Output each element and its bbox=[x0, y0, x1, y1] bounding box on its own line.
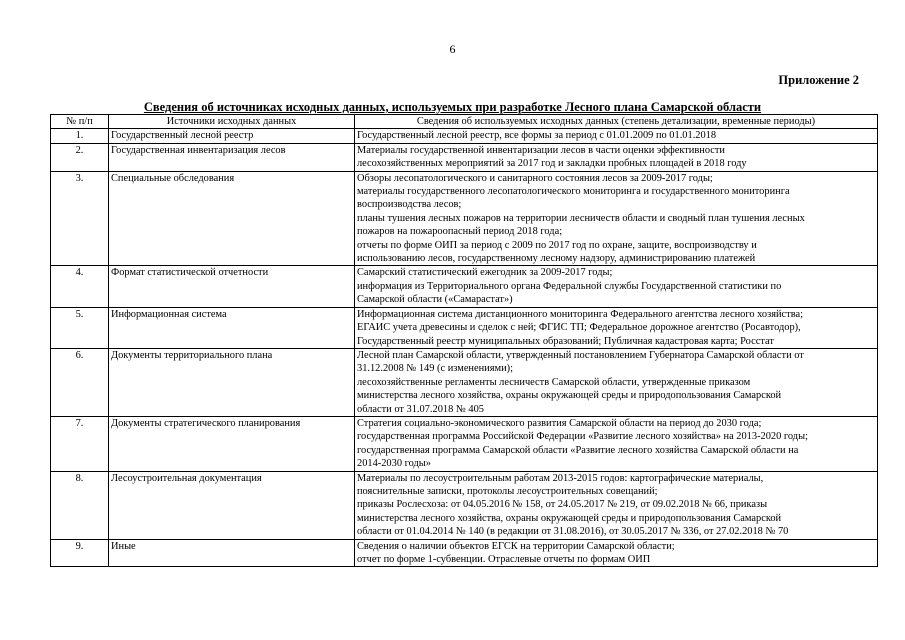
details-line: пояснительные записки, протоколы лесоустроительных совещаний; bbox=[357, 485, 658, 497]
source-details bbox=[355, 266, 878, 307]
details-line: отчеты по форме ОИП за период с 2009 по 2017 год по охране, защите, воспроизводству и bbox=[357, 239, 757, 251]
source-details bbox=[355, 348, 878, 416]
row-number: 3. bbox=[51, 171, 109, 266]
details-line: использованию лесов, государственному лесному надзору, администрированию платежей bbox=[357, 253, 756, 265]
row-number: 5. bbox=[51, 307, 109, 348]
details-line: информация из Территориального органа Федеральной службы Государственной статистики по bbox=[357, 280, 782, 292]
details-line: Материалы по лесоустроительным работам 2013-2015 годов: картографические материалы, bbox=[357, 472, 764, 484]
table-row bbox=[51, 171, 878, 266]
row-number: 6. bbox=[51, 348, 109, 416]
row-number: 8. bbox=[51, 471, 109, 539]
document-title: Сведения об источниках исходных данных, используемых при разработке Лесного плана Самарской области bbox=[143, 100, 762, 114]
details-line: пожаров на пожароопасный период 2018 года; bbox=[357, 226, 563, 238]
details-line: Самарский статистический ежегодник за 2009-2017 годы; bbox=[357, 267, 613, 279]
row-number: 1. bbox=[51, 129, 109, 143]
details-line: области от 31.07.2018 № 405 bbox=[357, 403, 484, 415]
source-name: Документы стратегического планирования bbox=[109, 416, 355, 471]
source-name: Документы территориального плана bbox=[109, 348, 355, 416]
table-header-row bbox=[51, 115, 878, 129]
table-row bbox=[51, 266, 878, 307]
details-line: 2014-2030 годы» bbox=[357, 458, 431, 470]
details-line: министерства лесного хозяйства, охраны окружающей среды и природопользования Самарской bbox=[357, 390, 782, 402]
details-line: Материалы государственной инвентаризации лесов в части оценки эффективности bbox=[357, 144, 725, 156]
source-name: Государственный лесной реестр bbox=[109, 129, 355, 143]
details-line: Стратегия социально-экономического развития Самарской области на период до 2030 года; bbox=[357, 417, 762, 429]
row-number: 7. bbox=[51, 416, 109, 471]
appendix-label: Приложение 2 bbox=[778, 73, 859, 87]
table-body bbox=[51, 129, 878, 567]
details-line: Обзоры лесопатологического и санитарного состояния лесов за 2009-2017 годы; bbox=[357, 172, 713, 184]
sources-table bbox=[50, 114, 878, 567]
details-line: области от 01.04.2014 № 140 (в редакции от 31.08.2016), от 30.05.2017 № 336, от 27.02.2018 № 70 bbox=[357, 526, 789, 538]
source-name: Формат статистической отчетности bbox=[109, 266, 355, 307]
details-line: Лесной план Самарской области, утвержденный постановлением Губернатора Самарской области от bbox=[357, 349, 804, 361]
page-number: 6 bbox=[449, 42, 456, 56]
table-row bbox=[51, 471, 878, 539]
source-details bbox=[355, 539, 878, 567]
row-number: 9. bbox=[51, 539, 109, 567]
details-line: планы тушения лесных пожаров на территории лесничеств области и сводный план тушения лесных bbox=[357, 212, 805, 224]
table-row bbox=[51, 416, 878, 471]
details-line: приказы Рослесхоза: от 04.05.2016 № 158, от 24.05.2017 № 219, от 09.02.2018 № 66, приказы bbox=[357, 499, 768, 511]
details-line: Государственный лесной реестр, все формы за период с 01.01.2009 по 01.01.2018 bbox=[357, 130, 717, 142]
details-line: лесохозяйственных мероприятий за 2017 год и закладки пробных площадей в 2018 году bbox=[357, 158, 747, 170]
details-line: Сведения о наличии объектов ЕГСК на территории Самарской области; bbox=[357, 540, 675, 552]
row-number: 4. bbox=[51, 266, 109, 307]
row-number: 2. bbox=[51, 143, 109, 171]
details-line: государственная программа Российской Федерации «Развитие лесного хозяйства» на 2013-2020 годы; bbox=[357, 431, 808, 443]
table-row bbox=[51, 143, 878, 171]
details-line: 31.12.2008 № 149 (с изменениями); bbox=[357, 363, 513, 375]
details-line: воспроизводства лесов; bbox=[357, 199, 462, 211]
details-line: Самарской области («Самарастат») bbox=[357, 294, 513, 306]
header-number: № п/п bbox=[51, 115, 109, 129]
table-row bbox=[51, 307, 878, 348]
table-row bbox=[51, 348, 878, 416]
source-name: Иные bbox=[109, 539, 355, 567]
details-line: государственная программа Самарской области «Развитие лесного хозяйства Самарской области на bbox=[357, 444, 799, 456]
source-name: Государственная инвентаризация лесов bbox=[109, 143, 355, 171]
source-details bbox=[355, 307, 878, 348]
source-name: Информационная система bbox=[109, 307, 355, 348]
details-line: отчет по форме 1-субвенции. Отраслевые отчеты по формам ОИП bbox=[357, 554, 651, 565]
details-line: материалы государственного лесопатологического мониторинга и государственного мониторинга bbox=[357, 186, 790, 198]
details-line: Информационная система дистанционного мониторинга Федерального агентства лесного хозяйства; bbox=[357, 308, 803, 320]
source-details bbox=[355, 416, 878, 471]
source-details bbox=[355, 143, 878, 171]
table-row bbox=[51, 539, 878, 567]
details-line: ЕГАИС учета древесины и сделок с ней; ФГИС ТП; Федеральное дорожное агентство (Росавтодор), bbox=[357, 322, 801, 334]
header-source: Источники исходных данных bbox=[109, 115, 355, 129]
details-line: Государственный реестр муниципальных образований; Публичная кадастровая карта; Росстат bbox=[357, 335, 774, 347]
header-details: Сведения об используемых исходных данных (степень детализации, временные периоды) bbox=[355, 115, 878, 129]
source-details bbox=[355, 471, 878, 539]
details-line: министерства лесного хозяйства, охраны окружающей среды и природопользования Самарской bbox=[357, 512, 782, 524]
source-details bbox=[355, 129, 878, 143]
source-details bbox=[355, 171, 878, 266]
source-name: Специальные обследования bbox=[109, 171, 355, 266]
source-name: Лесоустроительная документация bbox=[109, 471, 355, 539]
table-row bbox=[51, 129, 878, 143]
details-line: лесохозяйственные регламенты лесничеств Самарской области, утвержденные приказом bbox=[357, 376, 751, 388]
